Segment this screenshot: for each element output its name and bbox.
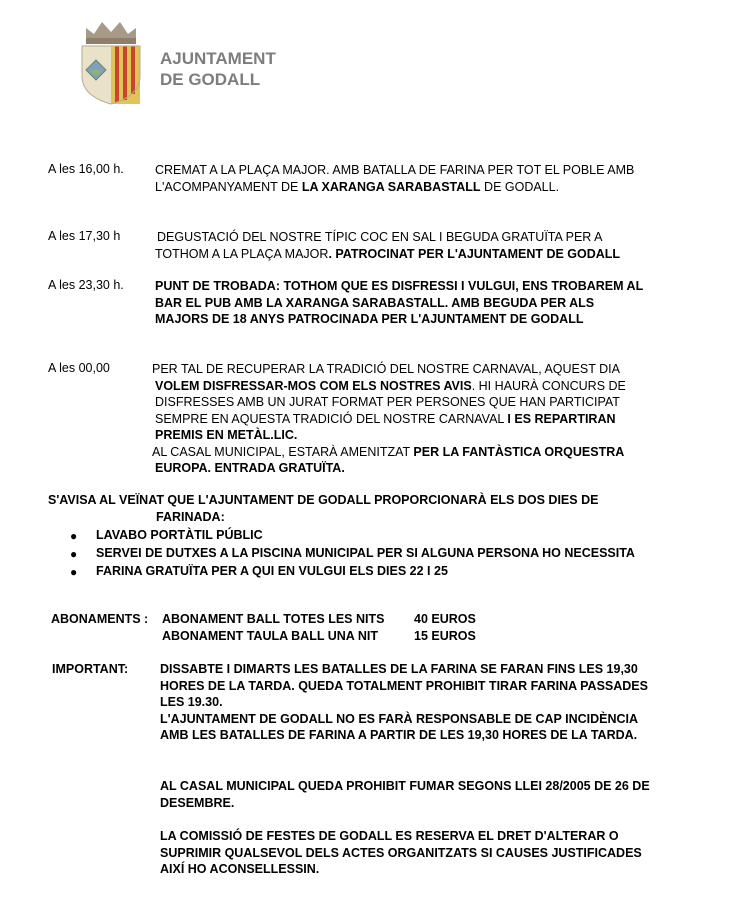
important-line: AL CASAL MUNICIPAL QUEDA PROHIBIT FUMAR SEGONS LLEI 28/2005 DE 26 DE bbox=[160, 779, 650, 793]
important-line: HORES DE LA TARDA. QUEDA TOTALMENT PROHIBIT TIRAR FARINA PASSADES bbox=[160, 678, 648, 693]
event-line: DEGUSTACIÓ DEL NOSTRE TÍPIC COC EN SAL I BEGUDA GRATUÏTA PER A bbox=[157, 230, 603, 244]
bullet-icon: ● bbox=[70, 547, 78, 561]
abonaments-label: ABONAMENTS : bbox=[51, 612, 149, 626]
important-line: DESEMBRE. bbox=[160, 795, 235, 810]
important-line: AMB LES BATALLES DE FARINA A PARTIR DE LES 19,30 HORES DE LA TARDA. bbox=[160, 728, 638, 742]
important-line: AIXÍ HO ACONSELLESSIN. bbox=[160, 862, 320, 876]
event-line: EUROPA. ENTRADA GRATUÏTA. bbox=[155, 461, 345, 475]
notice-item: SERVEI DE DUTXES A LA PISCINA MUNICIPAL PER SI ALGUNA PERSONA HO NECESSITA bbox=[96, 546, 635, 560]
org-name-line1: AJUNTAMENT bbox=[160, 49, 276, 68]
abonament-price: 15 EUROS bbox=[414, 629, 476, 643]
abonament-price: 40 EUROS bbox=[414, 612, 476, 626]
event-line: MAJORS DE 18 ANYS PATROCINADA PER L'AJUNTAMENT DE GODALL bbox=[155, 312, 584, 326]
text-segment-bold: LA XARANGA SARABASTALL bbox=[301, 179, 481, 194]
event-line: PUNT DE TROBADA: TOTHOM QUE ES DISFRESSI I VULGUI, ENS TROBAREM AL bbox=[155, 279, 644, 293]
event-line bbox=[155, 411, 626, 428]
text-segment: TOTHOM A LA PLAÇA MAJOR bbox=[155, 246, 329, 261]
important-line: SUPRIMIR QUALSEVOL DELS ACTES ORGANITZATS SI CAUSES JUSTIFICADES bbox=[160, 845, 642, 860]
bullet-icon: ● bbox=[70, 565, 78, 579]
event-description bbox=[155, 162, 634, 195]
event-line: PREMIS EN METÀL.LIC. bbox=[155, 428, 298, 442]
event-description bbox=[152, 361, 626, 477]
text-segment: AL CASAL MUNICIPAL, ESTARÀ AMENITZAT bbox=[152, 444, 414, 459]
text-segment: . HI HAURÀ CONCURS DE bbox=[471, 378, 626, 393]
text-segment: DE GODALL. bbox=[480, 179, 560, 194]
text-segment-bold: VOLEM DISFRESSAR-MOS COM ELS NOSTRES AVIS bbox=[155, 378, 472, 393]
event-line bbox=[155, 378, 626, 395]
event-time: A les 17,30 h bbox=[48, 229, 121, 243]
event-time: A les 23,30 h. bbox=[48, 278, 124, 292]
abonament-name: ABONAMENT BALL TOTES LES NITS bbox=[162, 612, 385, 626]
event-line bbox=[152, 444, 626, 461]
text-segment-bold: . PATROCINAT PER L'AJUNTAMENT DE GODALL bbox=[328, 246, 621, 261]
event-line: DISFRESSES AMB UN JURAT FORMAT PER PERSONES QUE HAN PARTICIPAT bbox=[155, 395, 620, 409]
text-segment-bold: PER LA FANTÀSTICA ORQUESTRA bbox=[413, 444, 625, 459]
text-segment: L'ACOMPANYAMENT DE bbox=[155, 179, 302, 194]
municipal-crest-icon bbox=[78, 14, 144, 106]
event-line: CREMAT A LA PLAÇA MAJOR. AMB BATALLA DE FARINA PER TOT EL POBLE AMB bbox=[155, 163, 635, 177]
org-name bbox=[160, 48, 276, 90]
text-segment-bold: I ES REPARTIRAN bbox=[507, 411, 616, 426]
important-text bbox=[160, 828, 642, 878]
bullet-icon: ● bbox=[70, 529, 78, 543]
notice-line: FARINADA: bbox=[156, 509, 225, 524]
important-line: DISSABTE I DIMARTS LES BATALLES DE LA FARINA SE FARAN FINS LES 19,30 bbox=[160, 662, 638, 676]
abonament-name: ABONAMENT TAULA BALL UNA NIT bbox=[162, 629, 378, 643]
notice-line: S'AVISA AL VEÏNAT QUE L'AJUNTAMENT DE GODALL PROPORCIONARÀ ELS DOS DIES DE bbox=[48, 493, 599, 507]
event-line bbox=[155, 179, 634, 196]
event-time: A les 16,00 h. bbox=[48, 162, 124, 176]
important-text bbox=[160, 661, 648, 744]
event-line bbox=[155, 246, 620, 263]
event-line: BAR EL PUB AMB LA XARANGA SARABASTALL. AMB BEGUDA PER ALS bbox=[155, 295, 595, 310]
event-time: A les 00,00 bbox=[48, 361, 110, 375]
notice-item: FARINA GRATUÏTA PER A QUI EN VULGUI ELS DIES 22 I 25 bbox=[96, 564, 448, 578]
important-line: L'AJUNTAMENT DE GODALL NO ES FARÀ RESPONSABLE DE CAP INCIDÈNCIA bbox=[160, 711, 639, 726]
notice bbox=[48, 492, 598, 525]
important-label: IMPORTANT: bbox=[52, 662, 129, 676]
org-name-line2: DE GODALL bbox=[160, 70, 261, 89]
event-description bbox=[155, 278, 643, 328]
important-text bbox=[160, 778, 650, 811]
important-line: LA COMISSIÓ DE FESTES DE GODALL ES RESERVA EL DRET D'ALTERAR O bbox=[160, 829, 619, 843]
notice-item: LAVABO PORTÀTIL PÚBLIC bbox=[96, 528, 263, 542]
important-line: LES 19.30. bbox=[160, 695, 223, 709]
event-description bbox=[157, 229, 620, 262]
event-line: PER TAL DE RECUPERAR LA TRADICIÓ DEL NOSTRE CARNAVAL, AQUEST DIA bbox=[152, 362, 620, 376]
text-segment: SEMPRE EN AQUESTA TRADICIÓ DEL NOSTRE CARNAVAL bbox=[155, 411, 508, 426]
